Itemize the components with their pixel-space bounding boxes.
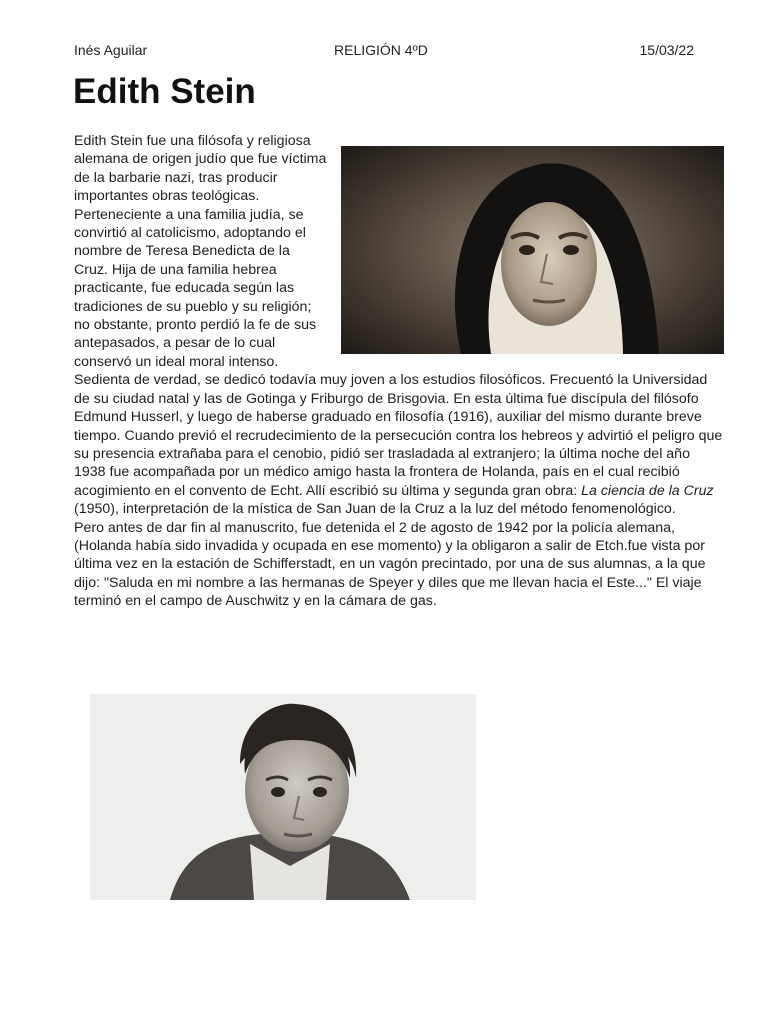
document-body <box>74 132 724 611</box>
biography-text-part-1: Edith Stein fue una filósofa y religiosa alemana de origen judío que fue víctima de la barbarie nazi, tras producir importantes obras teológicas. Perteneciente a una familia judía, se convirtió al catolicismo, adoptando el nombre de Teresa Benedicta de la Cruz. Hija de una familia hebrea practicante, fue educada según las tradiciones de su pueblo y su religión; no obstante, pronto perdió la fe de sus antepasados, a pesar de lo cual conservó un ideal moral intenso. Sedienta de verdad, se dedicó todavía muy joven a los estudios filosóficos. Frecuentó la Universidad de su ciudad natal y las de Gotinga y Friburgo de Brisgovia. En esta última fue discípula del filósofo Edmund Husserl, y luego de haberse graduado en filosofía (1916), auxiliar del mismo durante breve tiempo. Cuando previó el recrudecimiento de la persecución contra los hebreos y advirtió el peligro que su presencia extrañaba para el cenobio, pidió ser trasladada al extranjero; la última noche del año 1938 fue acompañada por un médico amigo hasta la frontera de Holanda, país en el cual recibió acogimiento en el convento de Echt. Allí escribió su última y segunda gran obra: <box>74 133 723 499</box>
portrait-nun-drawing <box>341 146 724 354</box>
portrait-young-woman-drawing <box>90 694 476 900</box>
portrait-nun-photo <box>341 146 724 354</box>
biography-text-part-2: (1950), interpretación de la mística de San Juan de la Cruz a la luz del método fenomenológico. <box>74 501 676 518</box>
course-label: RELIGIÓN 4ºD <box>334 42 428 58</box>
page-title: Edith Stein <box>73 72 256 111</box>
author-name: Inés Aguilar <box>74 42 148 58</box>
book-title: La ciencia de la Cruz <box>581 482 714 499</box>
document-date: 15/03/22 <box>639 42 694 58</box>
biography-paragraph-2: Pero antes de dar fin al manuscrito, fue detenida el 2 de agosto de 1942 por la policía alemana, (Holanda había sido invadida y ocupada en ese momento) y la obligaron a salir de Etch.fue vista por última vez en la estación de Schifferstadt, en un vagón precintado, por una de sus alumnas, a la que dijo: "Saluda en mi nombre a las hermanas de Speyer y diles que me llevan hacia el Este..." El viaje terminó en el campo de Auschwitz y en la cámara de gas. <box>74 519 706 610</box>
portrait-young-woman-photo <box>90 694 476 900</box>
page-header <box>74 42 694 62</box>
